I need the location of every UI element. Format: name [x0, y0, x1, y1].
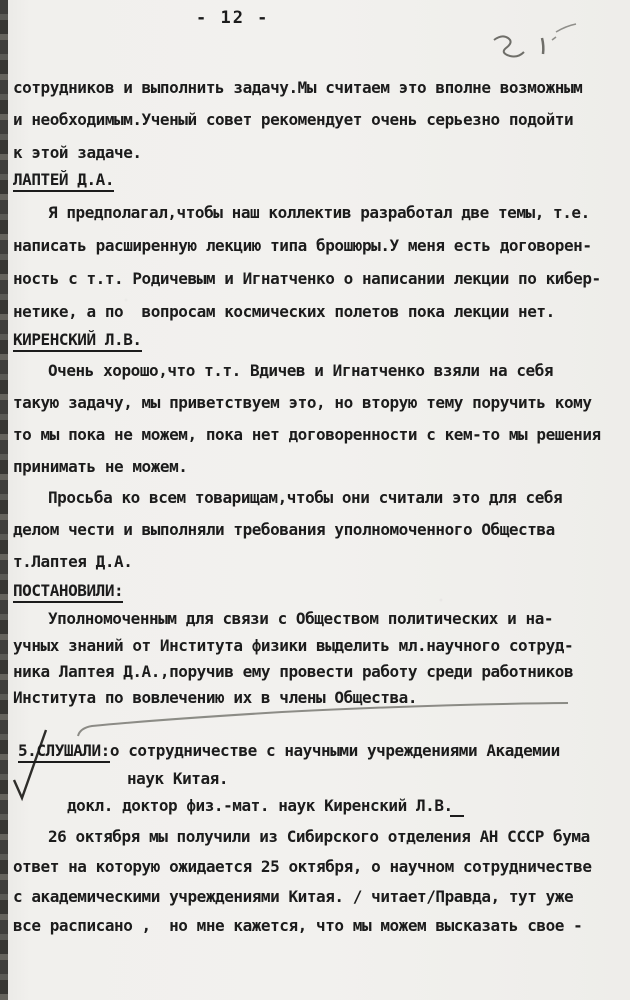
text-line: Очень хорошо,что т.т. Вдичев и Игнатченко взяли на себя	[48, 361, 554, 380]
text-line: ника Лаптея Д.А.,поручив ему провести работу среди работников	[13, 662, 574, 681]
text-line: Института по вовлечению их в члены Общества.	[13, 688, 418, 707]
text-line: все расписано , но мне кажется, что мы можем высказать свое -	[13, 916, 583, 935]
check-mark-icon	[6, 728, 56, 803]
pencil-scribble	[480, 18, 590, 63]
agenda-item-title: о сотрудничестве с научными учреждениями Академии	[109, 741, 560, 760]
text-line: то мы пока не можем, пока нет договоренности с кем-то мы решения	[13, 425, 601, 444]
underscore-mark	[450, 815, 464, 817]
page-number: - 12 -	[196, 8, 270, 28]
text-line: делом чести и выполняли требования уполномоченного Общества	[13, 520, 555, 539]
text-line: сотрудников и выполнить задачу.Мы считаем это вполне возможным	[13, 78, 583, 97]
text-line: т.Лаптея Д.А.	[13, 552, 133, 571]
text-line: написать расширенную лекцию типа брошюры.У меня есть договорен-	[13, 236, 592, 255]
text-line: 26 октября мы получили из Сибирского отделения АН СССР бума	[48, 827, 590, 846]
text-line: с академическими учреждениями Китая. / читает/Правда, тут уже	[13, 887, 574, 906]
resolution-heading	[13, 581, 123, 601]
pencil-line	[60, 698, 580, 743]
text-line: Уполномоченным для связи с Обществом политических и на-	[48, 609, 554, 628]
text-line: ответ на которую ожидается 25 октября, о научном сотрудничестве	[13, 857, 592, 876]
scan-binding-edge	[0, 0, 8, 1000]
text-line: Просьба ко всем товарищам,чтобы они считали это для себя	[48, 488, 563, 507]
resolution-title: ПОСТАНОВИЛИ:	[13, 581, 123, 603]
speaker-name: ЛАПТЕЙ Д.А.	[13, 170, 114, 192]
speaker-credit: докл. доктор физ.-мат. наук Киренский Л.В.	[67, 796, 453, 815]
agenda-item-5	[18, 741, 560, 761]
text-line: принимать не можем.	[13, 457, 188, 476]
text-line: учных знаний от Института физики выделить мл.научного сотруд-	[13, 636, 574, 655]
text-line: такую задачу, мы приветствуем это, но вторую тему поручить кому	[13, 393, 592, 412]
text-line: ность с т.т. Родичевым и Игнатченко о написании лекции по кибер-	[13, 269, 601, 288]
speaker-heading	[13, 170, 114, 190]
agenda-item-title-line2: наук Китая.	[127, 769, 229, 788]
text-line: Я предполагал,чтобы наш коллектив разработал две темы, т.е.	[48, 203, 590, 222]
speaker-name: КИРЕНСКИЙ Л.В.	[13, 330, 142, 352]
agenda-item-number: 5.СЛУШАЛИ:	[18, 741, 110, 763]
text-line: к этой задаче.	[13, 143, 142, 162]
text-line: и необходимым.Ученый совет рекомендует очень серьезно подойти	[13, 110, 574, 129]
text-line: нетике, а по вопросам космических полетов пока лекции нет.	[13, 302, 555, 321]
speaker-heading	[13, 330, 142, 350]
